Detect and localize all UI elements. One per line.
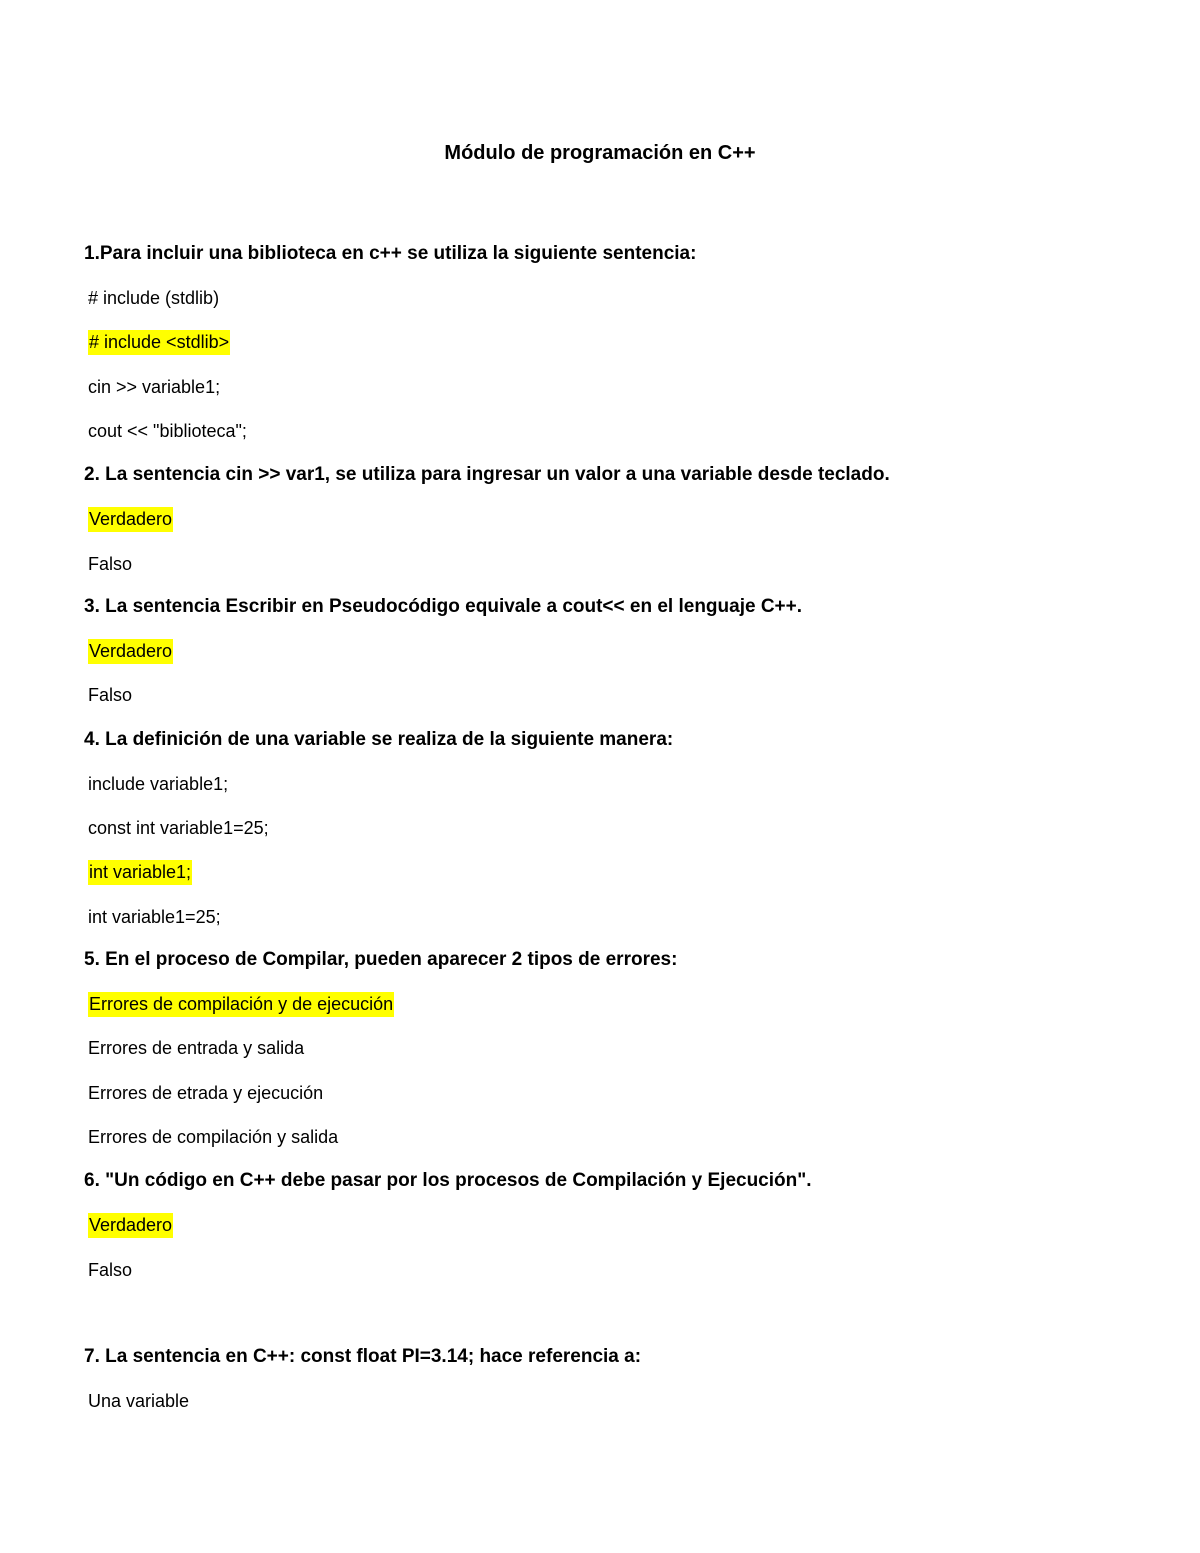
question-1-option-3: cin >> variable1; xyxy=(88,377,221,397)
question-2-option-1 xyxy=(88,507,173,531)
question-4-option-1: include variable1; xyxy=(88,774,229,794)
question-6-option-1 xyxy=(88,1213,173,1237)
question-3: 3. La sentencia Escribir en Pseudocódigo equivale a cout<< en el lenguaje C++. xyxy=(84,596,803,617)
highlighted-answer: Verdadero xyxy=(88,639,173,664)
highlighted-answer: # include <stdlib> xyxy=(88,330,230,355)
question-1-option-2 xyxy=(88,330,230,354)
question-3-option-2: Falso xyxy=(88,685,133,705)
question-2: 2. La sentencia cin >> var1, se utiliza para ingresar un valor a una variable desde teclado. xyxy=(84,464,890,485)
question-7-option-1: Una variable xyxy=(88,1391,190,1411)
question-4-option-4: int variable1=25; xyxy=(88,907,221,927)
question-4: 4. La definición de una variable se realiza de la siguiente manera: xyxy=(84,729,674,750)
question-5-option-1 xyxy=(88,992,394,1016)
page-title: Módulo de programación en C++ xyxy=(444,142,756,164)
highlighted-answer: Verdadero xyxy=(88,1213,173,1238)
question-3-option-1 xyxy=(88,639,173,663)
question-4-option-2: const int variable1=25; xyxy=(88,818,269,838)
question-1: 1.Para incluir una biblioteca en c++ se utiliza la siguiente sentencia: xyxy=(84,243,697,264)
question-2-option-2: Falso xyxy=(88,554,133,574)
question-1-option-4: cout << "biblioteca"; xyxy=(88,421,247,441)
highlighted-answer: Verdadero xyxy=(88,507,173,532)
question-5-option-4: Errores de compilación y salida xyxy=(88,1127,339,1147)
highlighted-answer: Errores de compilación y de ejecución xyxy=(88,992,394,1017)
question-7: 7. La sentencia en C++: const float PI=3.14; hace referencia a: xyxy=(84,1346,642,1367)
question-6: 6. "Un código en C++ debe pasar por los procesos de Compilación y Ejecución". xyxy=(84,1170,812,1191)
question-5: 5. En el proceso de Compilar, pueden aparecer 2 tipos de errores: xyxy=(84,949,678,970)
question-5-option-3: Errores de etrada y ejecución xyxy=(88,1083,324,1103)
question-6-option-2: Falso xyxy=(88,1260,133,1280)
highlighted-answer: int variable1; xyxy=(88,860,192,885)
question-1-option-1: # include (stdlib) xyxy=(88,288,220,308)
question-5-option-2: Errores de entrada y salida xyxy=(88,1038,305,1058)
question-4-option-3 xyxy=(88,860,192,884)
